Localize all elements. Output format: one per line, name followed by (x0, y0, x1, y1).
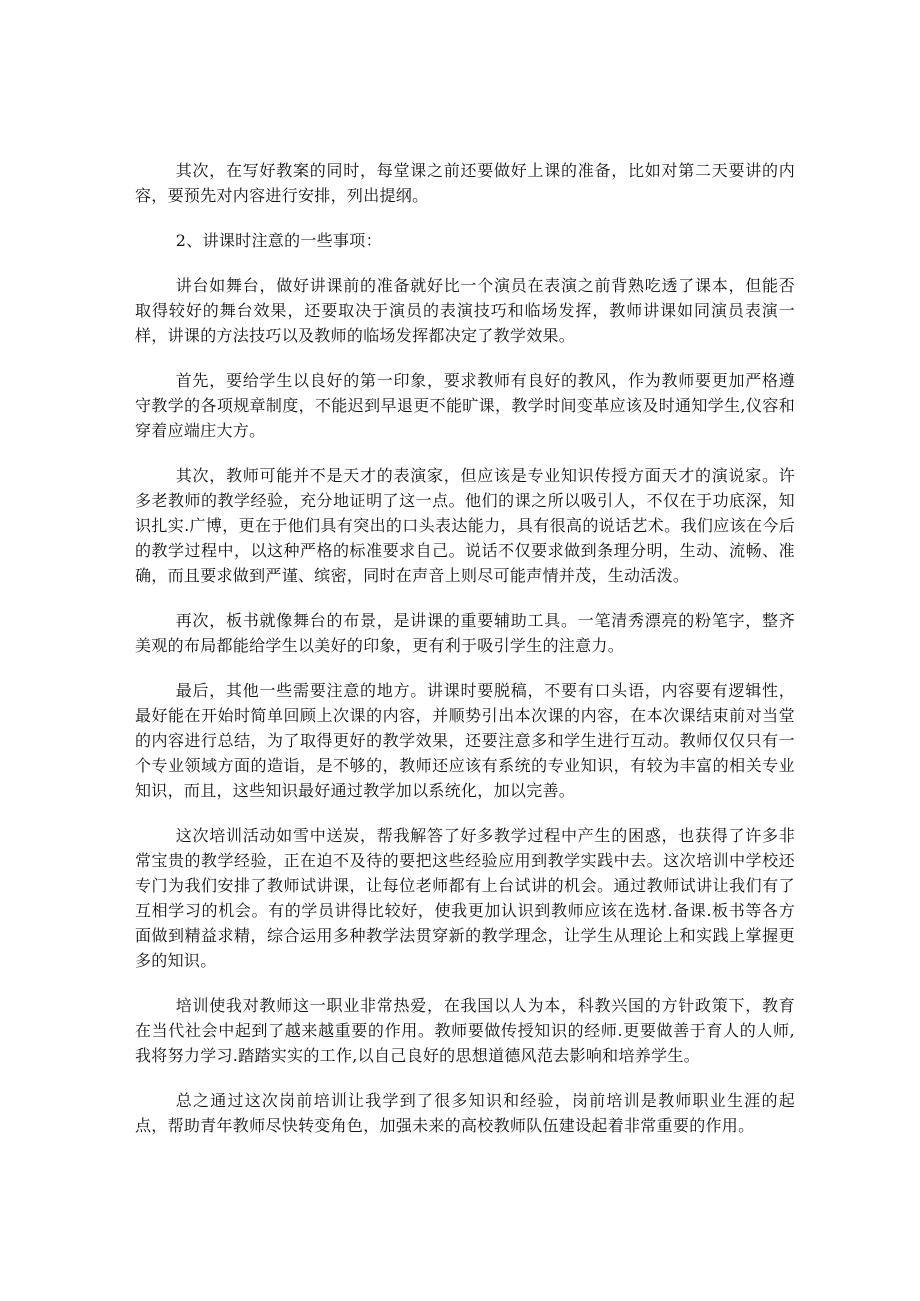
paragraph-other-notes: 最后，其他一些需要注意的地方。讲课时要脱稿，不要有口头语，内容要有逻辑性，最好能在开始时简单回顾上次课的内容，并顺势引出本次课的内容，在本次课结束前对当堂的内容进行总结，为了取得更好的教学效果，还要注意多和学生进行互动。教师仅仅只有一个专业领域方面的造诣，是不够的，教师还应该有系统的专业知识，有较为丰富的相关专业知识，而且，这些知识最好通过教学加以系统化，加以完善。 (135, 681, 795, 800)
paragraph-stage-analogy: 讲台如舞台，做好讲课前的准备就好比一个演员在表演之前背熟吃透了课本，但能否取得较好的舞台效果，还要取决于演员的表演技巧和临场发挥，教师讲课如同演员表演一样，讲课的方法技巧以及教师的临场发挥都决定了教学效果。 (135, 276, 795, 345)
paragraph-preparation: 其次，在写好教案的同时，每堂课之前还要做好上课的准备，比如对第二天要讲的内容，要预先对内容进行安排，列出提纲。 (135, 161, 795, 205)
paragraph-first-impression: 首先，要给学生以良好的第一印象，要求教师有良好的教风，作为教师要更加严格遵守教学的各项规章制度，不能迟到早退更不能旷课，教学时间变革应该及时通知学生,仪容和穿着应端庄大方。 (135, 371, 795, 440)
paragraph-love-of-teaching: 培训使我对教师这一职业非常热爱，在我国以人为本，科教兴国的方针政策下，教育在当代社会中起到了越来越重要的作用。教师要做传授知识的经师.更要做善于育人的人师,我将努力学习.踏踏实实的工作,以自己良好的思想道德风范去影响和培养学生。 (135, 996, 795, 1065)
paragraph-conclusion: 总之通过这次岗前培训让我学到了很多知识和经验，岗前培训是教师职业生涯的起点，帮助青年教师尽快转变角色，加强未来的高校教师队伍建设起着非常重要的作用。 (135, 1091, 795, 1135)
paragraph-blackboard: 再次，板书就像舞台的布景，是讲课的重要辅助工具。一笔清秀漂亮的粉笔字，整齐美观的布局都能给学生以美好的印象，更有利于吸引学生的注意力。 (135, 611, 795, 655)
document-body (135, 158, 795, 1158)
paragraph-speaking-skill: 其次，教师可能并不是天才的表演家，但应该是专业知识传授方面天才的演说家。许多老教师的教学经验，充分地证明了这一点。他们的课之所以吸引人，不仅在于功底深，知识扎实.广博，更在于他们具有突出的口头表达能力，具有很高的说话艺术。我们应该在今后的教学过程中，以这种严格的标准要求自己。说话不仅要求做到条理分明，生动、流畅、准确，而且要求做到严谨、缤密，同时在声音上则尽可能声情并茂，生动活泼。 (135, 466, 795, 585)
paragraph-training-gains: 这次培训活动如雪中送炭，帮我解答了好多教学过程中产生的困惑，也获得了许多非常宝贵的教学经验，正在迫不及待的要把这些经验应用到教学实践中去。这次培训中学校还专门为我们安排了教师试讲课，让每位老师都有上台试讲的机会。通过教师试讲让我们有了互相学习的机会。有的学员讲得比较好，使我更加认识到教师应该在选材.备课.板书等各方面做到精益求精，综合运用多种教学法贯穿新的教学理念，让学生从理论上和实践上掌握更多的知识。 (135, 826, 795, 970)
section-heading-lecture-notes: 2、讲课时注意的一些事项： (175, 231, 382, 250)
